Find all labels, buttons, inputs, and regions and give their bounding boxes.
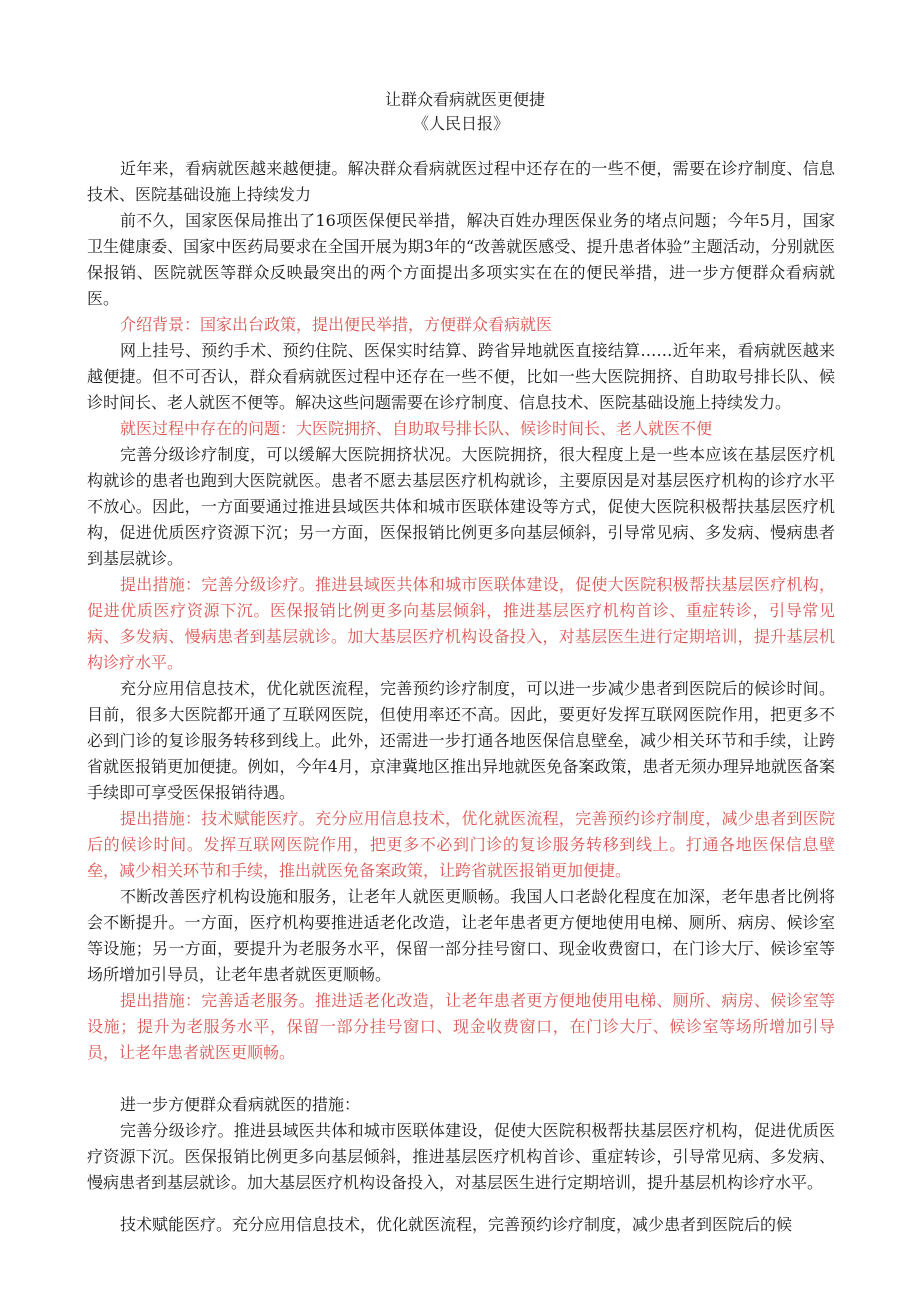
body-paragraph: 充分应用信息技术，优化就医流程，完善预约诊疗制度，可以进一步减少患者到医院后的候诊时间。目前，很多大医院都开通了互联网医院，但使用率还不高。因此，要更好发挥互联网医院作用，把更多不必到门诊的复诊服务转移到线上。此外，还需进一步打通各地医保信息壁垒，减少相关环节和手续，让跨省就医报销更加便捷。例如，今年4月，京津冀地区推出异地就医免备案政策，患者无须办理异地就医备案手续即可享受医保报销待遇。 (87, 679, 835, 802)
summary-heading: 进一步方便群众看病就医的措施： (120, 1095, 361, 1114)
article-body (87, 156, 835, 1066)
body-paragraph: 不断改善医疗机构设施和服务，让老年人就医更顺畅。我国人口老龄化程度在加深，老年患者比例将会不断提升。一方面，医疗机构要推进适老化改造，让老年患者更方便地使用电梯、厕所、病房、候诊室等设施；另一方面，要提升为老服务水平，保留一部分挂号窗口、现金收费窗口，在门诊大厅、候诊室等场所增加引导员，让老年患者就医更顺畅。 (87, 887, 835, 984)
item-gap (87, 1196, 835, 1212)
document-title: 让群众看病就医更便捷 (384, 90, 545, 109)
section-gap (87, 1066, 835, 1092)
annotation-paragraph: 提出措施：完善适老服务。推进适老化改造，让老年患者更方便地使用电梯、厕所、病房、候诊室等设施；提升为老服务水平，保留一部分挂号窗口、现金收费窗口，在门诊大厅、候诊室等场所增加引导员，让老年患者就医更顺畅。 (87, 991, 835, 1062)
body-paragraph: 近年来，看病就医越来越便捷。解决群众看病就医过程中还存在的一些不便，需要在诊疗制度、信息技术、医院基础设施上持续发力 (87, 159, 835, 204)
body-paragraph: 前不久，国家医保局推出了16项医保便民举措，解决百姓办理医保业务的堵点问题；今年5月，国家卫生健康委、国家中医药局要求在全国开展为期3年的“改善就医感受、提升患者体验”主题活动，分别就医保报销、医院就医等群众反映最突出的两个方面提出多项实实在在的便民举措，进一步方便群众看病就医。 (87, 211, 835, 308)
document-page (87, 88, 835, 1238)
summary-item: 技术赋能医疗。充分应用信息技术，优化就医流程，完善预约诊疗制度，减少患者到医院后的候 (120, 1215, 793, 1234)
annotation-paragraph: 介绍背景：国家出台政策，提出便民举措，方便群众看病就医 (120, 315, 553, 334)
body-paragraph: 完善分级诊疗制度，可以缓解大医院拥挤状况。大医院拥挤，很大程度上是一些本应该在基层医疗机构就诊的患者也跑到大医院就医。患者不愿去基层医疗机构就诊，主要原因是对基层医疗机构的诊疗水平不放心。因此，一方面要通过推进县域医共体和城市医联体建设等方式，促使大医院积极帮扶基层医疗机构，促进优质医疗资源下沉；另一方面，医保报销比例更多向基层倾斜，引导常见病、多发病、慢病患者到基层就诊。 (87, 445, 835, 568)
body-paragraph: 网上挂号、预约手术、预约住院、医保实时结算、跨省异地就医直接结算……近年来，看病就医越来越便捷。但不可否认，群众看病就医过程中还存在一些不便，比如一些大医院拥挤、自助取号排长队、候诊时间长、老人就医不便等。解决这些问题需要在诊疗制度、信息技术、医院基础设施上持续发力。 (87, 341, 835, 412)
annotation-paragraph: 就医过程中存在的问题：大医院拥挤、自助取号排长队、候诊时间长、老人就医不便 (120, 419, 713, 438)
annotation-paragraph: 提出措施：技术赋能医疗。充分应用信息技术，优化就医流程，完善预约诊疗制度，减少患者到医院后的候诊时间。发挥互联网医院作用，把更多不必到门诊的复诊服务转移到线上。打通各地医保信息壁垒，减少相关环节和手续，推出就医免备案政策，让跨省就医报销更加便捷。 (87, 809, 835, 880)
annotation-paragraph: 提出措施：完善分级诊疗。推进县域医共体和城市医联体建设，促使大医院积极帮扶基层医疗机构，促进优质医疗资源下沉。医保报销比例更多向基层倾斜，推进基层医疗机构首诊、重症转诊，引导常见病、多发病、慢病患者到基层就诊。加大基层医疗机构设备投入，对基层医生进行定期培训，提升基层机构诊疗水平。 (87, 575, 835, 672)
document-source: 《人民日报》 (412, 114, 509, 133)
summary-item: 完善分级诊疗。推进县域医共体和城市医联体建设，促使大医院积极帮扶基层医疗机构，促进优质医疗资源下沉。医保报销比例更多向基层倾斜，推进基层医疗机构首诊、重症转诊，引导常见病、多发病、慢病患者到基层就诊。加大基层医疗机构设备投入，对基层医生进行定期培训，提升基层机构诊疗水平。 (87, 1121, 835, 1192)
